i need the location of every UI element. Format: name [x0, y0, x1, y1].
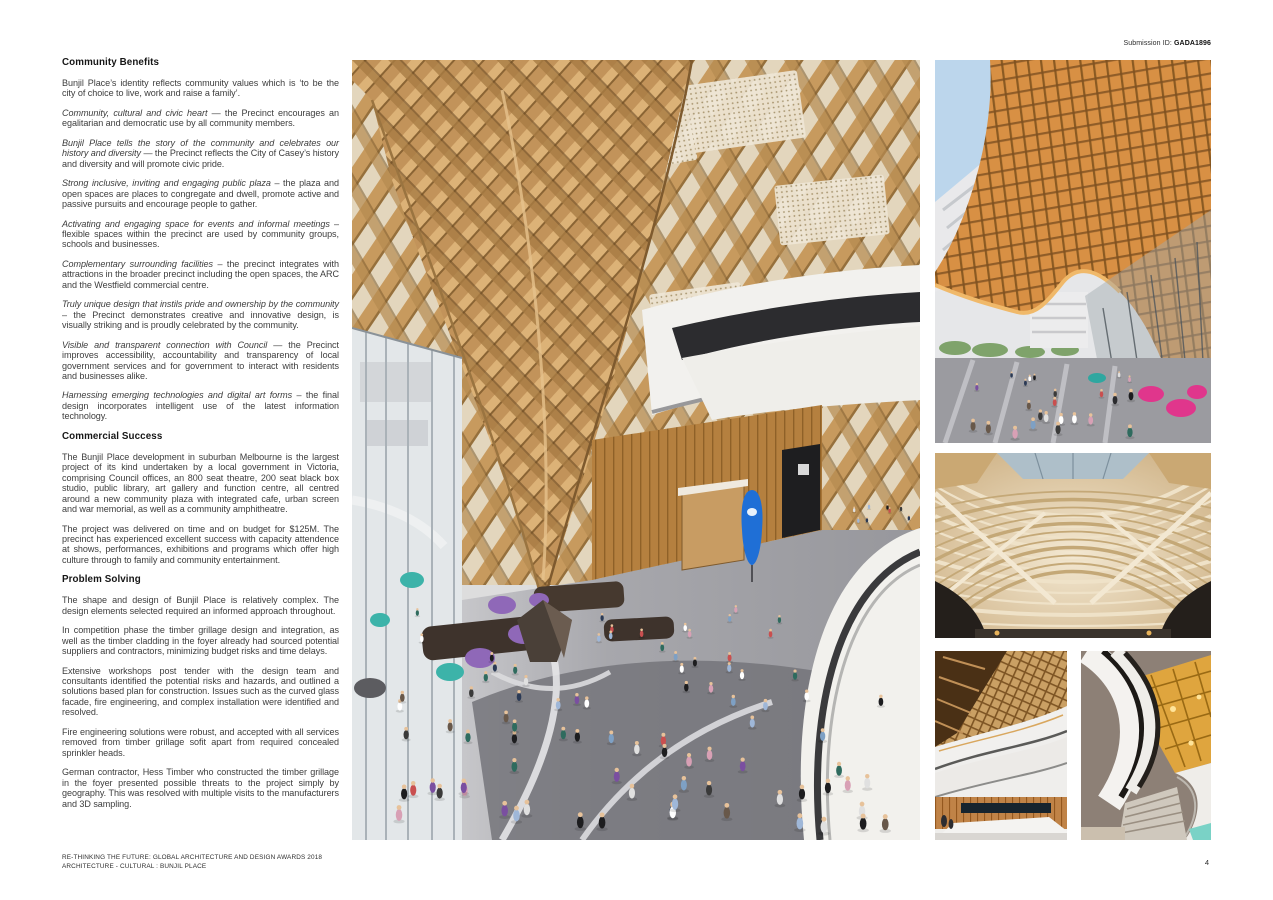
atrium-illustration: [935, 651, 1067, 840]
submission-label: Submission ID:: [1123, 40, 1172, 47]
paragraph: [62, 767, 339, 809]
paragraph-text: — the Precinct improves accessibility, accountability and transparency of local government services and for government to interact with residents and businesses alike.: [62, 339, 339, 381]
paragraph: [62, 666, 339, 718]
paragraph-text: The shape and design of Bunjil Place is relatively complex. The design elements selected required an informed approach throughout.: [62, 595, 339, 616]
paragraph-lead: Truly unique design that instils pride and ownership by the community: [62, 299, 339, 310]
section-heading: Community Benefits: [62, 57, 160, 68]
paragraph-lead: Community, cultural and civic heart: [62, 107, 208, 118]
paragraph-text: — the Precinct reflects the City of Casey’s history and diversity and will promote civic pride.: [62, 148, 339, 169]
paragraph-text: The Bunjil Place development in suburban Melbourne is the largest project of its kind undertaken by a local government in Victoria, comprising Council offices, an 800 seat theatre, 200 seat black box studio, public library, art gallery and function centre, all centred around a new community plaza with integrated cafe, urban screen and war memorial, as well as a community amphitheatre.: [62, 451, 339, 515]
paragraph: [62, 452, 339, 515]
paragraph: [62, 727, 339, 758]
paragraph-text: In competition phase the timber grillage design and integration, as well as the timber cladding in the foyer already had sourced potential suppliers and contractors, minimizing budget risks and time delays.: [62, 625, 339, 657]
paragraph-lead: Complementary surrounding facilities: [62, 258, 213, 269]
paragraph-lead: Activating and engaging space for events and informal meetings: [62, 218, 330, 229]
paragraph: [62, 138, 339, 169]
photo-atrium-balconies: [935, 651, 1067, 840]
paragraph: [62, 340, 339, 382]
submission-id: [1123, 40, 1211, 47]
section-heading: Problem Solving: [62, 574, 141, 586]
paragraph-text: — the Precinct encourages an egalitarian and democratic use by all community members.: [62, 107, 339, 129]
foyer-main-illustration: [352, 60, 920, 840]
section-heading: Commercial Success: [62, 430, 163, 442]
paragraph-lead: Harnessing emerging technologies and digital art forms: [62, 390, 293, 401]
paragraph-text: – the plaza and open spaces are places to congregate and dwell, promote active and passive pursuits and encourage people to gather.: [62, 178, 339, 210]
paragraph-text: – flexible spaces within the precinct are used by community groups, schools and businesses.: [62, 218, 339, 250]
paragraph: [62, 625, 339, 656]
paragraph: [62, 108, 339, 129]
page-number: 4: [1204, 858, 1209, 867]
paragraph-text: The project was delivered on time and on budget for $125M. The precinct has experienced excellent success with capacity attendence at shows, performances, exhibitions and programs which offer high culture through to family and community entertainment.: [62, 523, 339, 565]
paragraph-text: – the precinct integrates with attractions in the broader precinct including the open spaces, the ARC and the Westfield commercial centre.: [62, 258, 339, 290]
paragraph: [62, 178, 339, 209]
photo-plaza-canopy: [935, 60, 1211, 443]
footer: [62, 854, 322, 871]
paragraph: [62, 299, 339, 330]
paragraph: [62, 524, 339, 566]
footer-line2: ARCHITECTURE - CULTURAL : BUNJIL PLACE: [62, 862, 207, 870]
paragraph: [62, 219, 339, 250]
photo-staircase: [1081, 651, 1211, 840]
plaza-canopy-illustration: [935, 60, 1211, 443]
paragraph: [62, 78, 339, 99]
submission-value: GADA1896: [1174, 40, 1211, 47]
paragraph: [62, 259, 339, 290]
footer-line1: RE-THINKING THE FUTURE: GLOBAL ARCHITECTURE AND DESIGN AWARDS 2018: [62, 854, 323, 861]
paragraph-lead: Bunjil Place tells the story of the community and celebrates our history and diversity: [62, 137, 339, 159]
paragraph: [62, 390, 339, 421]
paragraph: [62, 595, 339, 616]
photo-grillage-symmetry: [935, 453, 1211, 638]
paragraph-lead: Strong inclusive, inviting and engaging public plaza: [62, 178, 271, 189]
staircase-illustration: [1081, 651, 1211, 840]
paragraph-text: Fire engineering solutions were robust, and accepted with all services removed from timber grillage sofit apart from required concealed sprinkler heads.: [62, 726, 339, 758]
paragraph-text: – the final design incorporates intelligent use of the latest information technology.: [62, 390, 339, 422]
photo-foyer-main: [352, 60, 920, 840]
paragraph-lead: Visible and transparent connection with Council: [62, 339, 268, 350]
paragraph-text: – the Precinct demonstrates creative and innovative design, is visually striking and is proudly celebrated by the community.: [62, 309, 339, 331]
paragraph-text: Extensive workshops post tender with the design team and consultants identified the potential risks and hazards, and outlined a solutions based plan for construction. Issues such as the curved glass facade, fire engineering, and complex installation were identified and resolved.: [62, 665, 339, 718]
article-column: [62, 57, 339, 818]
paragraph-text: Bunjil Place’s identity reflects community values which is ‘to be the city of choice to live, work and raise a family’.: [62, 78, 339, 99]
grillage-symmetry-illustration: [935, 453, 1211, 638]
paragraph-text: German contractor, Hess Timber who constructed the timber grillage in the foyer presented possible threats to the project simply by geography. This was resolved with multiple visits to the manufacturers and 3D sampling.: [62, 767, 339, 809]
